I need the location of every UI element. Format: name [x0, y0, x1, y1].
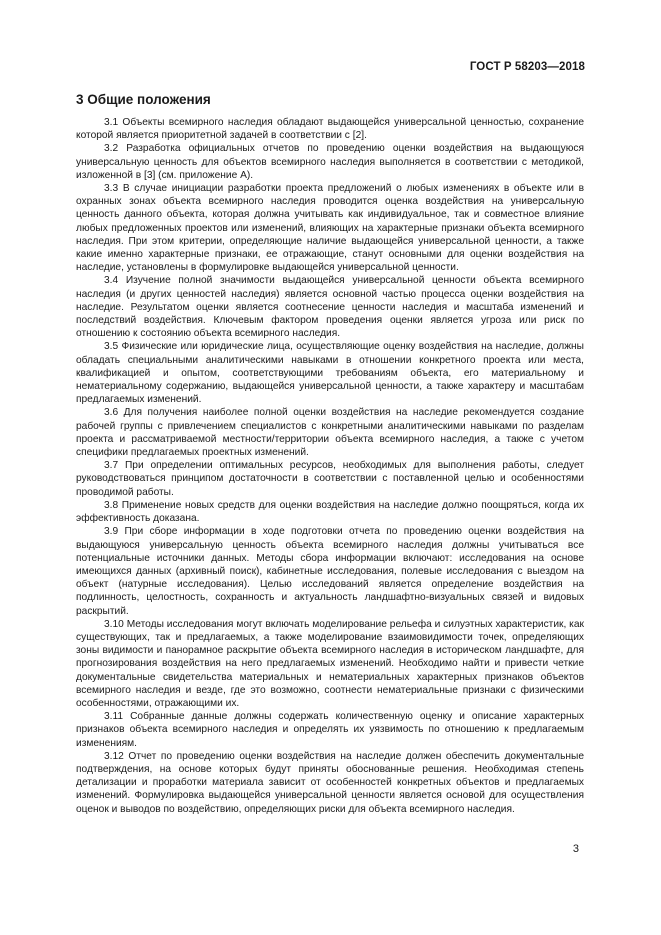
- page-number: 3: [572, 843, 579, 855]
- standard-header: ГОСТ Р 58203—2018: [469, 61, 585, 73]
- paragraph-3-10: 3.10 Методы исследования могут включать моделирование рельефа и силуэтных характеристик, как существующих, так и предлагаемых, а также моделирование взаимовидимости точек, определяющих зоны видимости и панорамное раскрытие объекта всемирного наследия в историческом ландшафте, для прогнозирования воздействия на него предлагаемых изменений. Необходимо найти и привести четкие документальные свидетельства материальных и нематериальных характерных признаков объектов всемирного наследия и везде, где это возможно, соотнести нематериальные признаки с физическими особенностями, отражающими их.: [76, 618, 584, 709]
- paragraph-3-12: 3.12 Отчет по проведению оценки воздействия на наследие должен обеспечить документальные подтверждения, на основе которых будут приняты обоснованные решения. Необходимая степень детализации и проработки материала зависит от особенностей конкретных объектов и предлагаемых изменений. Формулировка выдающейся универсальной ценности является основой для осуществления оценок и выводов по воздействию, определяющих риски для объекта всемирного наследия.: [76, 750, 584, 815]
- paragraph-3-9: 3.9 При сборе информации в ходе подготовки отчета по проведению оценки воздействия на выдающуюся универсальную ценность объекта всемирного наследия должны учитываться все потенциальные источники данных. Методы сбора информации включают: исследования на основе имеющихся данных (архивный поиск), кабинетные исследования, полевые исследования с выездом на объект (натурные исследования). Целью исследований является определение воздействия на подлинность, целостность, сохранность и актуальность ландшафтно-визуальных связей и видовых раскрытий.: [76, 526, 584, 617]
- section-title: 3 Общие положения: [76, 92, 211, 107]
- paragraph-3-3: 3.3 В случае инициации разработки проекта предложений о любых изменениях в объекте или в охранных зонах объекта всемирного наследия проводится оценка воздействия на универсальную ценность данного объекта, которая должна учитывать как индивидуальное, так и совместное влияние любых предложенных проектов или изменений, влияющих на характерные признаки объекта всемирного наследия. При этом критерии, определяющие наличие выдающейся универсальной ценности, а также какие именно характерные признаки, ее отражающие, станут основными для оценки воздействия на наследие, установлены в формулировке выдающейся универсальной ценности.: [76, 183, 584, 274]
- paragraph-3-7: 3.7 При определении оптимальных ресурсов, необходимых для выполнения работы, следует руководствоваться принципом достаточности в соответствии с поставленной целью и особенностями проводимой работы.: [76, 460, 584, 498]
- paragraph-3-4: 3.4 Изучение полной значимости выдающейся универсальной ценности объекта всемирного наследия (и других ценностей наследия) является основной частью процесса оценки воздействия на наследие. Результатом оценки является соотнесение ценности наследия и масштаба изменений и последствий воздействия. Ключевым фактором проведения оценки является угроза или риск по отношению к состоянию объекта всемирного наследия.: [76, 275, 584, 340]
- section-body: [76, 116, 584, 816]
- paragraph-3-8: 3.8 Применение новых средств для оценки воздействия на наследие должно поощряться, когда их эффективность доказана.: [76, 499, 584, 525]
- paragraph-3-5: 3.5 Физические или юридические лица, осуществляющие оценку воздействия на наследие, должны обладать специальными аналитическими навыками в отношении конкретного проекта или места, квалификацией и опытом, соответствующими требованиям объекта, его материальному и нематериальному содержанию, выдающейся универсальной ценности, а также характеру и масштабам предлагаемых изменений.: [76, 341, 584, 406]
- paragraph-3-11: 3.11 Собранные данные должны содержать количественную оценку и описание характерных признаков объекта всемирного наследия и определять их уязвимость по отношению к предлагаемым изменениям.: [76, 711, 584, 749]
- paragraph-3-6: 3.6 Для получения наиболее полной оценки воздействия на наследие рекомендуется создание рабочей группы с привлечением специалистов с конкретными аналитическими навыками по разделам проекта и рассматриваемой местности/территории объекта всемирного наследия, а также с учетом специфики предлагаемых проектных изменений.: [76, 407, 584, 459]
- paragraph-3-1: 3.1 Объекты всемирного наследия обладают выдающейся универсальной ценностью, сохранение которой является приоритетной задачей в соответствии с [2].: [76, 117, 584, 142]
- paragraph-3-2: 3.2 Разработка официальных отчетов по проведению оценки воздействия на выдающуюся универсальную ценность для объектов всемирного наследия выполняется в соответствии с методикой, изложенной в [3] (см. приложение А).: [76, 143, 584, 181]
